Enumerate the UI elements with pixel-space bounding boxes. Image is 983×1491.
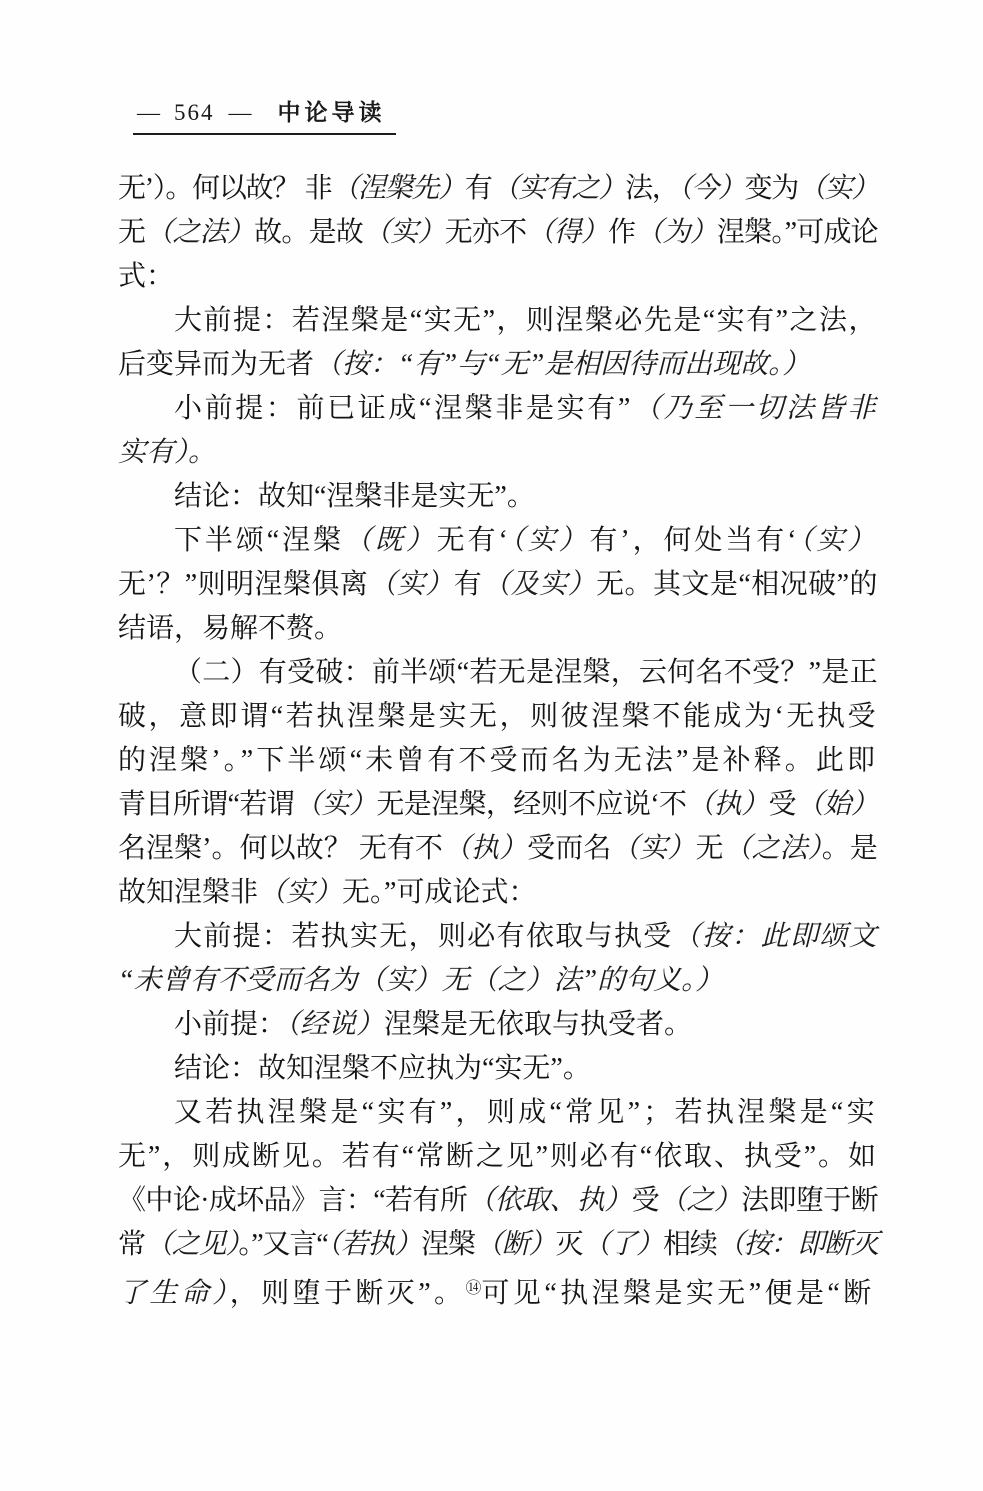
text-segment: 作 <box>608 217 636 248</box>
text-segment: 受 <box>631 1185 659 1216</box>
text-segment: 无’？”则明涅槃俱离 <box>118 569 369 600</box>
text-segment: 青目所谓“若谓 <box>118 789 295 820</box>
gloss-segment: （执） <box>686 789 769 820</box>
text-line <box>118 167 878 211</box>
text-line <box>118 211 878 255</box>
text-segment: 无是涅槃，经则不应说‘不 <box>376 789 687 820</box>
gloss-segment: （依取、执） <box>467 1185 632 1216</box>
gloss-segment: （之） <box>658 1185 742 1216</box>
gloss-segment: （实） <box>258 877 343 908</box>
text-line <box>118 431 878 475</box>
text-segment: 无。”可成论式： <box>342 877 537 908</box>
text-line <box>118 519 878 563</box>
text-segment: 破，意即谓“若执涅槃是实无，则彼涅槃不能成为‘无执受 <box>118 701 879 732</box>
text-segment: 有 <box>453 569 483 600</box>
text-segment: 常 <box>118 1229 145 1260</box>
text-segment: 无有‘ <box>436 525 511 556</box>
text-segment: 灭 <box>555 1229 583 1260</box>
text-segment: 无亦不 <box>444 217 527 248</box>
gloss-segment: （经说） <box>286 1009 385 1040</box>
text-segment: 的涅槃’。”下半颂“未曾有不受而名为无法”是补释。此即 <box>118 745 879 776</box>
text-segment: 下半颂“涅槃 <box>174 525 344 556</box>
footnote-ref: ⑭ <box>465 1280 482 1297</box>
gloss-segment: （及实） <box>482 569 597 600</box>
gloss-segment: （得） <box>526 217 609 248</box>
text-segment: 小前提： <box>174 1009 287 1040</box>
text-line <box>118 695 878 739</box>
text-segment: 《中论·成坏品》言：“若有所 <box>118 1185 468 1216</box>
text-segment: 法， <box>625 173 679 204</box>
gloss-segment: （按：“有”与“无”是相因待而出现故。） <box>314 349 811 380</box>
gloss-segment: （涅槃先） <box>331 173 465 204</box>
gloss-segment: （实） <box>611 833 696 864</box>
text-line <box>118 475 878 519</box>
text-line <box>118 1223 878 1267</box>
text-segment: 结论：故知“涅槃非是实无”。 <box>174 481 535 512</box>
text-segment: 可见“执涅槃是实无”便是“断 <box>481 1278 875 1309</box>
text-segment: 结语，易解不赘。 <box>118 613 343 644</box>
gloss-segment: （实） <box>363 217 445 248</box>
text-line <box>118 343 878 387</box>
gloss-segment: （实） <box>797 173 879 204</box>
gloss-segment: （实） <box>294 789 377 820</box>
text-segment: 法即堕于断 <box>741 1185 879 1216</box>
text-segment: 。是 <box>821 833 878 864</box>
text-segment: 相续 <box>662 1229 717 1260</box>
text-line <box>118 915 878 959</box>
text-line <box>118 607 878 651</box>
running-header <box>133 99 396 135</box>
header-left-dash: — <box>137 100 160 125</box>
text-segment: （二）有受破：前半颂“若无是涅槃，云何名不受？”是正 <box>174 657 878 688</box>
text-segment: 有 <box>464 173 492 204</box>
gloss-segment: （之见） <box>144 1229 239 1260</box>
gloss-segment: （若执） <box>327 1229 422 1260</box>
text-segment: 名涅槃’。何以故？ 无有不 <box>118 833 443 864</box>
gloss-segment: （始） <box>795 789 879 820</box>
text-line <box>118 563 878 607</box>
text-segment: 无 <box>695 833 724 864</box>
body-text <box>118 167 878 1311</box>
text-segment: 故知涅槃非 <box>118 877 259 908</box>
text-line <box>118 1267 878 1311</box>
text-segment: 故。是故 <box>254 217 364 248</box>
text-line <box>118 959 878 1003</box>
text-line <box>118 1179 878 1223</box>
gloss-segment: （实） <box>368 569 454 600</box>
header-right-dash: — <box>228 100 252 125</box>
text-segment: 无”，则成断见。若有“常断之见”则必有“依取、执受”。如 <box>118 1141 878 1172</box>
gloss-segment: （为） <box>635 217 717 248</box>
header-page-number: 564 <box>174 100 215 125</box>
text-line <box>118 827 878 871</box>
text-segment: 又若执涅槃是“实有”，则成“常见”；若执涅槃是“实 <box>174 1097 878 1128</box>
gloss-segment: （断） <box>474 1229 556 1260</box>
gloss-segment: 了生命） <box>118 1278 230 1309</box>
text-line <box>118 739 878 783</box>
gloss-segment: （了） <box>582 1229 663 1260</box>
text-segment: 大前提：若执实无，则必有依取与执受 <box>174 921 673 952</box>
text-segment: 涅槃是无依取与执受者。 <box>384 1009 693 1040</box>
gloss-segment: （之法） <box>723 833 822 864</box>
text-line <box>118 299 878 343</box>
text-line <box>118 255 878 299</box>
text-segment: 式： <box>118 261 175 292</box>
text-segment: 无 <box>118 217 146 248</box>
gloss-segment: （乃至一切法皆非 <box>632 393 878 424</box>
text-segment: 涅槃 <box>421 1229 475 1260</box>
text-segment: 受 <box>768 789 796 820</box>
text-segment: ，则堕于断灭”。 <box>229 1278 466 1309</box>
text-line <box>118 783 878 827</box>
text-segment: 。”又言“ <box>238 1229 328 1260</box>
gloss-segment: （实） <box>510 525 590 556</box>
gloss-segment: （实） <box>799 525 879 556</box>
text-segment: 有’，何处当有‘ <box>589 525 800 556</box>
text-line <box>118 651 878 695</box>
text-line <box>118 1135 878 1179</box>
text-segment: 受而名 <box>527 833 612 864</box>
text-line <box>118 871 878 915</box>
gloss-segment: （按：此即颂文 <box>672 921 878 952</box>
text-segment: 小前提：前已证成“涅槃非是实有” <box>174 393 633 424</box>
header-book-title: 中论导读 <box>277 100 386 125</box>
text-segment: 大前提：若涅槃是“实无”，则涅槃必先是“实有”之法， <box>174 305 878 336</box>
gloss-segment: （实有之） <box>491 173 626 204</box>
text-segment: 无。其文是“相况破”的 <box>596 569 878 600</box>
text-line <box>118 1091 878 1135</box>
gloss-segment: （既） <box>343 525 437 556</box>
text-segment: 无’）。何以故？ 非 <box>118 173 332 204</box>
text-line <box>118 1047 878 1091</box>
gloss-segment: （按：即断灭 <box>716 1229 878 1260</box>
gloss-segment: （执） <box>442 833 528 864</box>
gloss-segment: （今） <box>678 173 745 204</box>
text-segment: 变为 <box>744 173 798 204</box>
gloss-segment: 实有）。 <box>118 437 217 468</box>
text-line <box>118 1003 878 1047</box>
text-line <box>118 387 878 431</box>
gloss-segment: “未曾有不受而名为（实）无（之）法”的句义。） <box>118 965 724 996</box>
text-segment: 涅槃。”可成论 <box>716 217 878 248</box>
text-segment: 结论：故知涅槃不应执为“实无”。 <box>174 1053 591 1084</box>
text-segment: 后变异而为无者 <box>118 349 315 380</box>
gloss-segment: （之法） <box>145 217 255 248</box>
